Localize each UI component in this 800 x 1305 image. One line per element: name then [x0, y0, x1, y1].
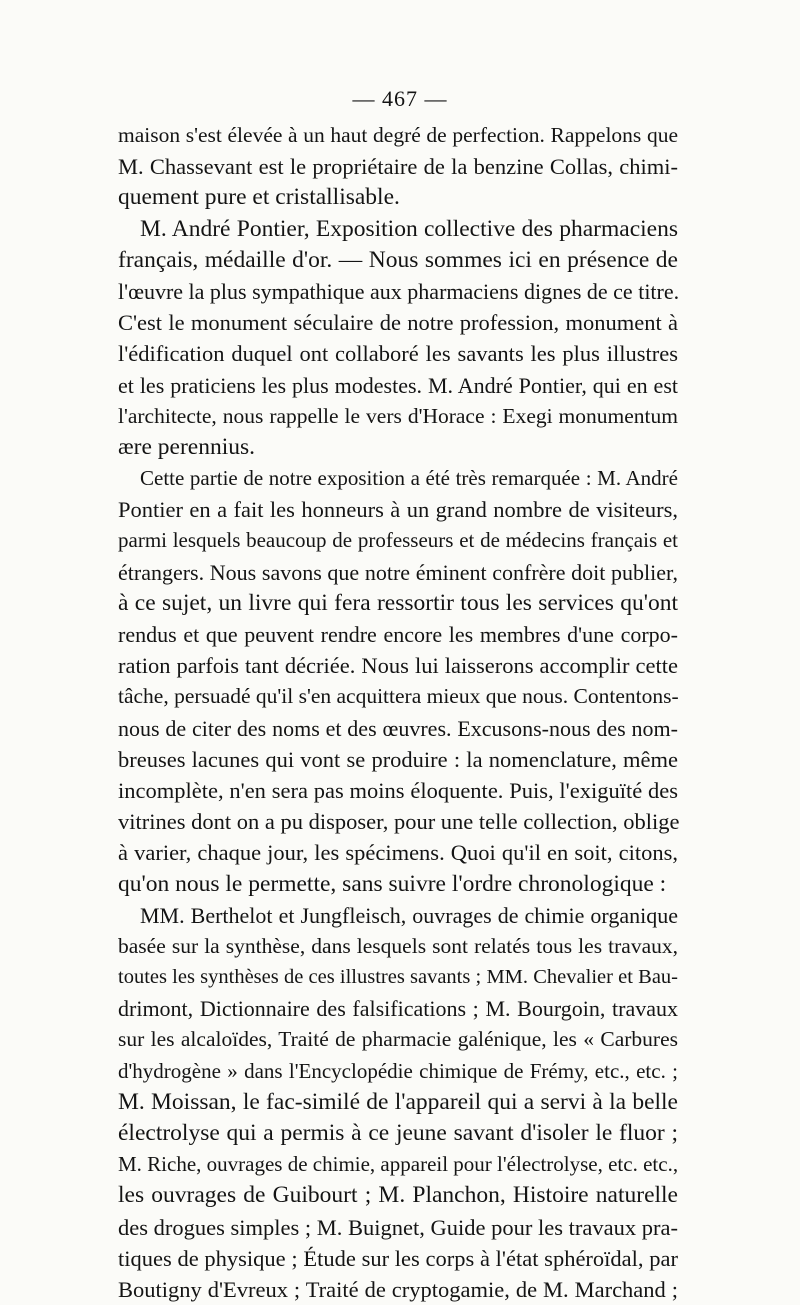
text-line: des drogues simples ; M. Buignet, Guide pour les travaux pra- — [118, 1214, 678, 1240]
text-line: à varier, chaque jour, les spécimens. Quoi qu'il en soit, citons, — [118, 840, 678, 866]
text-line: l'architecte, nous rappelle le vers d'Horace : Exegi monumentum — [118, 403, 678, 428]
text-line: Cette partie de notre exposition a été très remarquée : M. André — [140, 466, 678, 491]
text-line: qu'on nous le permette, sans suivre l'ordre chronologique : — [118, 870, 667, 897]
text-line: d'hydrogène » dans l'Encyclopédie chimique de Frémy, etc., etc. ; — [118, 1058, 678, 1083]
text-line: toutes les synthèses de ces illustres savants ; MM. Chevalier et Bau- — [118, 966, 678, 989]
text-line: ære perennius. — [118, 433, 256, 460]
text-line: tâche, persuadé qu'il s'en acquittera mieux que nous. Contentons- — [118, 684, 679, 709]
text-line: basée sur la synthèse, dans lesquels sont relatés tous les travaux, — [118, 933, 678, 958]
text-line: rendus et que peuvent rendre encore les membres d'une corpo- — [118, 622, 678, 647]
text-line: étrangers. Nous savons que notre éminent confrère doit publier, — [118, 559, 678, 585]
text-line: M. Riche, ouvrages de chimie, appareil pour l'électrolyse, etc. etc., — [118, 1152, 679, 1177]
text-line: sur les alcaloïdes, Traité de pharmacie galénique, les « Carbures — [118, 1027, 678, 1052]
text-line: les ouvrages de Guibourt ; M. Planchon, Histoire naturelle — [118, 1182, 678, 1209]
body-text — [118, 120, 678, 1305]
text-line: Boutigny d'Evreux ; Traité de cryptogamie, de M. Marchand ; — [118, 1276, 678, 1302]
text-line: et les praticiens les plus modestes. M. André Pontier, qui en est — [118, 372, 678, 398]
text-line: C'est le monument séculaire de notre profession, monument à — [118, 310, 678, 336]
text-line: l'œuvre la plus sympathique aux pharmaciens dignes de ce titre. — [118, 278, 680, 304]
text-line: M. Chassevant est le propriétaire de la benzine Collas, chimi- — [118, 154, 678, 180]
text-line: MM. Berthelot et Jungfleisch, ouvrages de chimie organique — [140, 902, 678, 928]
text-line: vitrines dont on a pu disposer, pour une telle collection, oblige — [118, 809, 680, 835]
text-line: M. Moissan, le fac-similé de l'appareil qui a servi à la belle — [118, 1088, 678, 1115]
text-line: breuses lacunes qui vont se produire : la nomenclature, même — [118, 746, 678, 772]
text-line: maison s'est élevée à un haut degré de perfection. Rappelons que — [118, 123, 678, 147]
page-number: — 467 — — [352, 86, 448, 111]
text-line: à ce sujet, un livre qui fera ressortir tous les services qu'ont — [118, 589, 678, 616]
text-line: Pontier en a fait les honneurs à un grand nombre de visiteurs, — [118, 497, 678, 523]
text-line: français, médaille d'or. — Nous sommes ici en présence de — [118, 246, 678, 273]
text-line: quement pure et cristallisable. — [118, 184, 400, 211]
text-line: M. André Pontier, Exposition collective des pharmaciens — [140, 215, 678, 242]
text-line: parmi lesquels beaucoup de professeurs et de médecins français et — [118, 528, 678, 553]
text-line: tiques de physique ; Étude sur les corps à l'état sphéroïdal, par — [118, 1245, 678, 1271]
text-line: l'édification duquel ont collaboré les savants les plus illustres — [118, 341, 678, 367]
text-line: incomplète, n'en sera pas moins éloquente. Puis, l'exiguïté des — [118, 777, 678, 803]
text-line: drimont, Dictionnaire des falsifications ; M. Bourgoin, travaux — [118, 996, 678, 1022]
text-line: ration parfois tant décriée. Nous lui laisserons accomplir cette — [118, 653, 678, 679]
text-line: électrolyse qui a permis à ce jeune savant d'isoler le fluor ; — [118, 1120, 678, 1146]
text-line: nous de citer des noms et des œuvres. Excusons-nous des nom- — [118, 715, 678, 741]
